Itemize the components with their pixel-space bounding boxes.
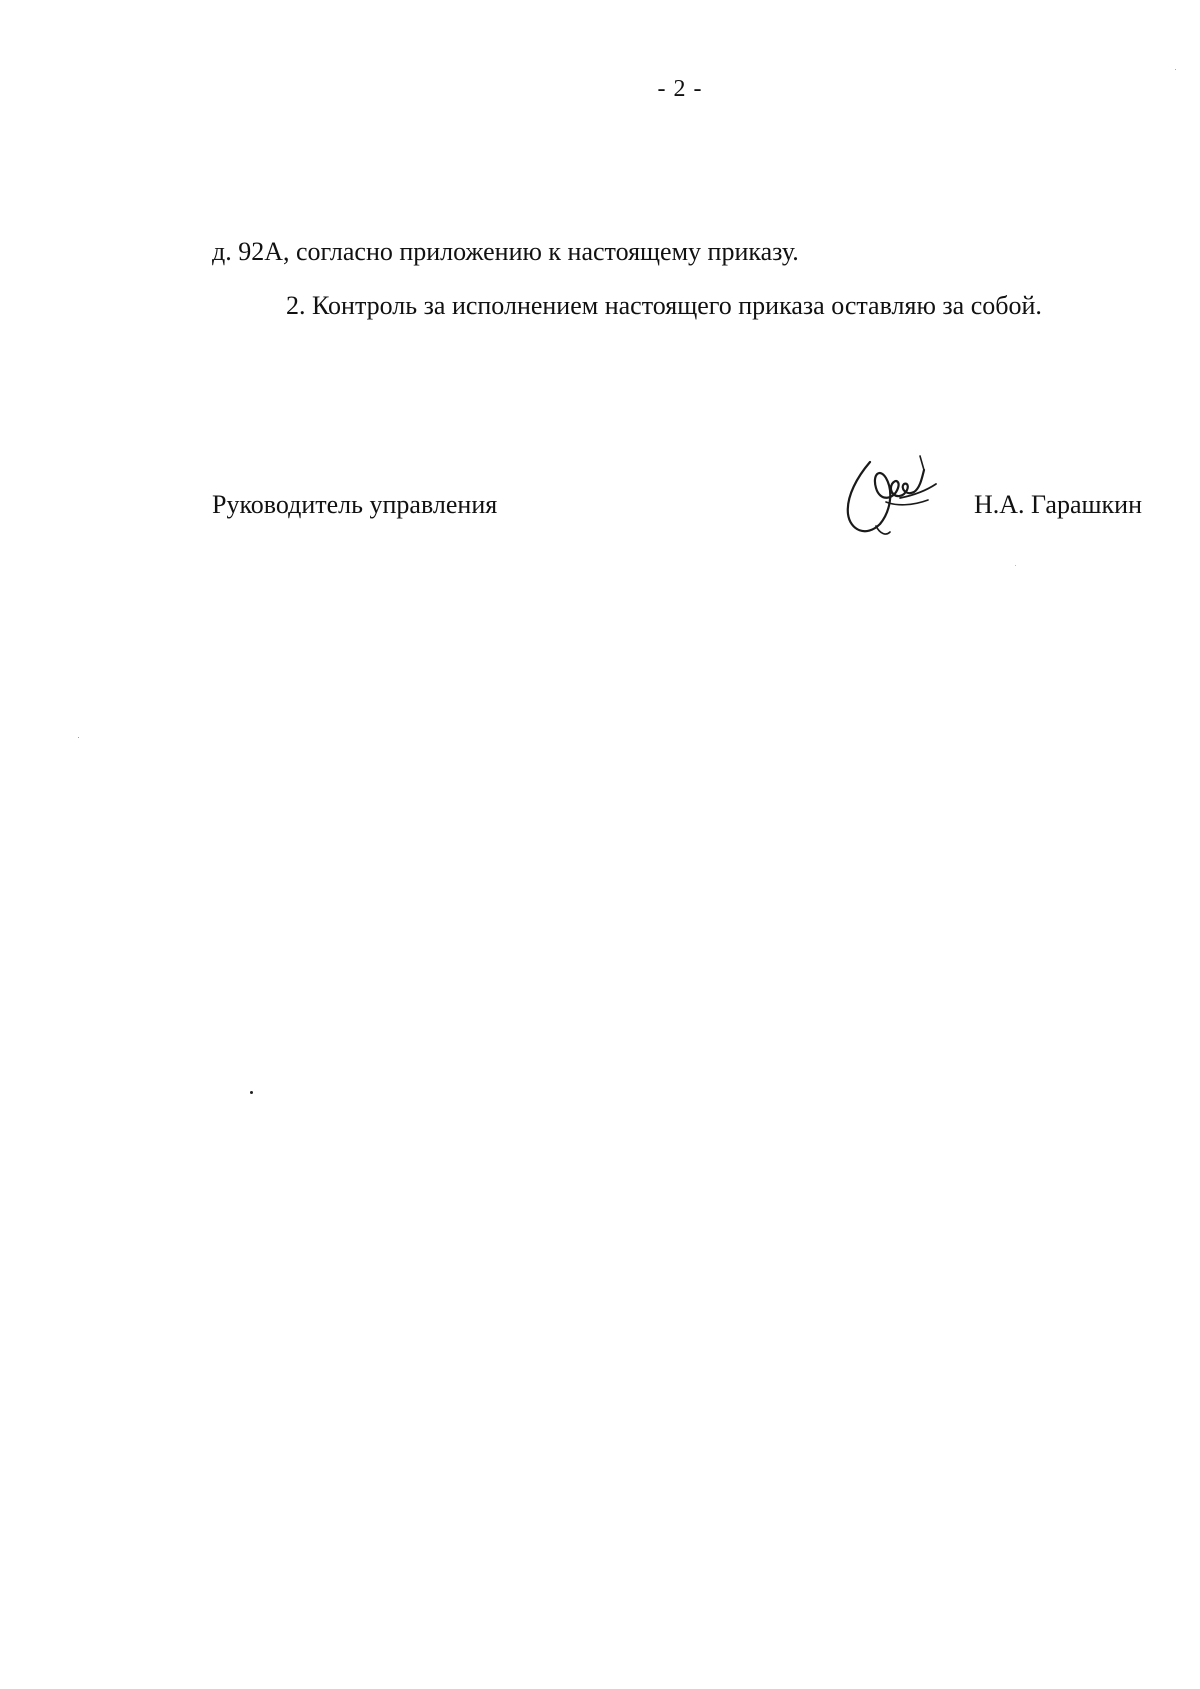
scan-speck [78,737,79,738]
scan-speck [1175,69,1176,70]
paragraph-continuation: д. 92А, согласно приложению к настоящему приказу. [212,237,799,266]
signatory-name: Н.А. Гарашкин [974,490,1142,519]
page-number: - 2 - [657,76,703,102]
signatory-title: Руководитель управления [212,490,498,519]
scan-speck [1015,565,1016,566]
scan-speck [250,1091,253,1094]
paragraph-item-2: 2. Контроль за исполнением настоящего приказа оставляю за собой. [286,291,1042,320]
handwritten-signature [840,448,950,540]
